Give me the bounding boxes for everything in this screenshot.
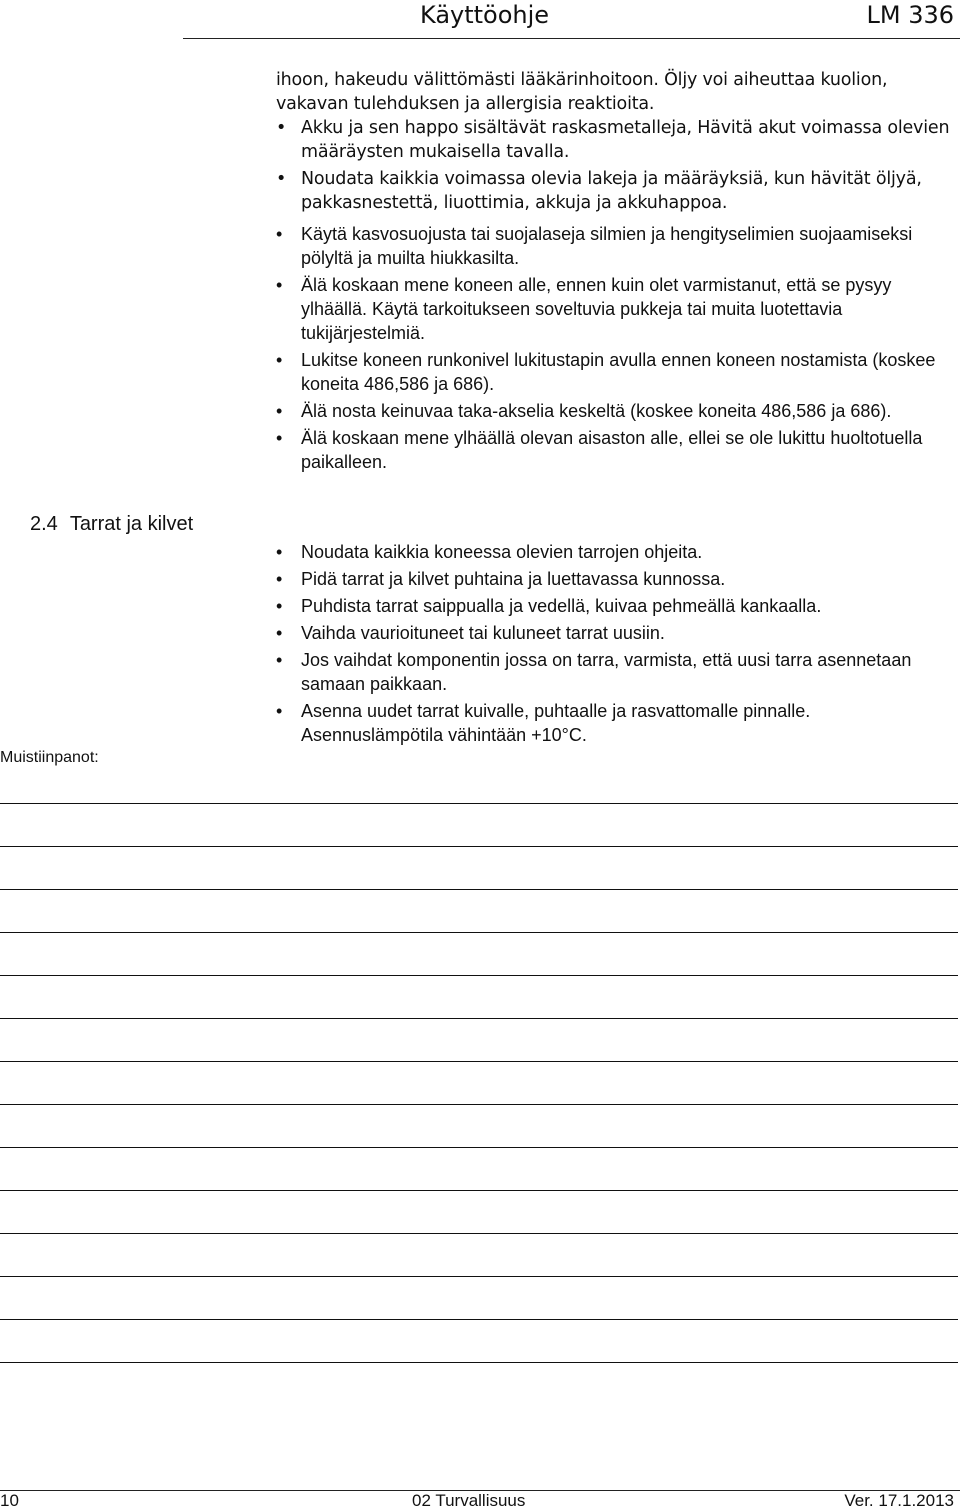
- list-item: • Akku ja sen happo sisältävät raskasmetalleja, Hävitä akut voimassa olevien määräysten mukaisella tavalla.: [276, 116, 956, 164]
- note-line: [0, 1319, 958, 1320]
- note-line: [0, 1276, 958, 1277]
- list-item: • Noudata kaikkia voimassa olevia lakeja ja määräyksiä, kun hävität öljyä, pakkasnestettä, liuottimia, akkuja ja akkuhappoa.: [276, 167, 956, 215]
- note-line: [0, 1061, 958, 1062]
- notes-label: Muistiinpanot:: [0, 749, 99, 766]
- list-item: • Asenna uudet tarrat kuivalle, puhtaalle ja rasvattomalle pinnalle. Asennuslämpötila vähintään +10°C.: [276, 699, 956, 747]
- list-item: • Käytä kasvosuojusta tai suojalaseja silmien ja hengityselimien suojaamiseksi pölyltä ja muilta hiukkasilta.: [276, 222, 956, 270]
- labels-block: [276, 540, 956, 750]
- note-line: [0, 846, 958, 847]
- intro-list: [276, 116, 956, 215]
- list-item: • Puhdista tarrat saippualla ja vedellä, kuivaa pehmeällä kankaalla.: [276, 594, 956, 618]
- page-number: 10: [0, 1491, 19, 1510]
- list-item: • Vaihda vaurioituneet tai kuluneet tarrat uusiin.: [276, 621, 956, 645]
- list-item: • Älä koskaan mene koneen alle, ennen kuin olet varmistanut, että se pysyy ylhäällä. Käytä tarkoitukseen soveltuvia pukkeja tai muita luotettavia tukijärjestelmiä.: [276, 273, 956, 345]
- note-line: [0, 1147, 958, 1148]
- note-line: [0, 1233, 958, 1234]
- document-title: Käyttöohje: [420, 1, 550, 29]
- header-divider: [183, 38, 960, 39]
- section-heading: [30, 510, 193, 538]
- list-item: • Pidä tarrat ja kilvet puhtaina ja luettavassa kunnossa.: [276, 567, 956, 591]
- note-line: [0, 803, 958, 804]
- note-line: [0, 1018, 958, 1019]
- chapter-name: 02 Turvallisuus: [412, 1491, 526, 1510]
- list-item: • Noudata kaikkia koneessa olevien tarrojen ohjeita.: [276, 540, 956, 564]
- section-title: Tarrat ja kilvet: [69, 513, 194, 535]
- list-item: • Lukitse koneen runkonivel lukitustapin avulla ennen koneen nostamista (koskee koneita 486,586 ja 686).: [276, 348, 956, 396]
- labels-list: [276, 540, 956, 747]
- note-line: [0, 1190, 958, 1191]
- safety-list: [276, 222, 956, 474]
- note-line: [0, 1104, 958, 1105]
- note-line: [0, 975, 958, 976]
- list-item: • Jos vaihdat komponentin jossa on tarra, varmista, että uusi tarra asennetaan samaan paikkaan.: [276, 648, 956, 696]
- model-code: LM 336: [866, 1, 954, 29]
- list-item: • Älä koskaan mene ylhäällä olevan aisaston alle, ellei se ole lukittu huoltotuella paikalleen.: [276, 426, 956, 474]
- note-line: [0, 932, 958, 933]
- note-line: [0, 1362, 958, 1363]
- section-number: 2.4: [30, 513, 58, 535]
- intro-block: [276, 68, 956, 218]
- continuation-paragraph: ihoon, hakeudu välittömästi lääkärinhoitoon. Öljy voi aiheuttaa kuolion, vakavan tulehduksen ja allergisia reaktioita.: [276, 70, 888, 114]
- list-item: • Älä nosta keinuvaa taka-akselia keskeltä (koskee koneita 486,586 ja 686).: [276, 399, 956, 423]
- version-label: Ver. 17.1.2013: [844, 1491, 954, 1510]
- note-line: [0, 889, 958, 890]
- safety-block: [276, 222, 956, 477]
